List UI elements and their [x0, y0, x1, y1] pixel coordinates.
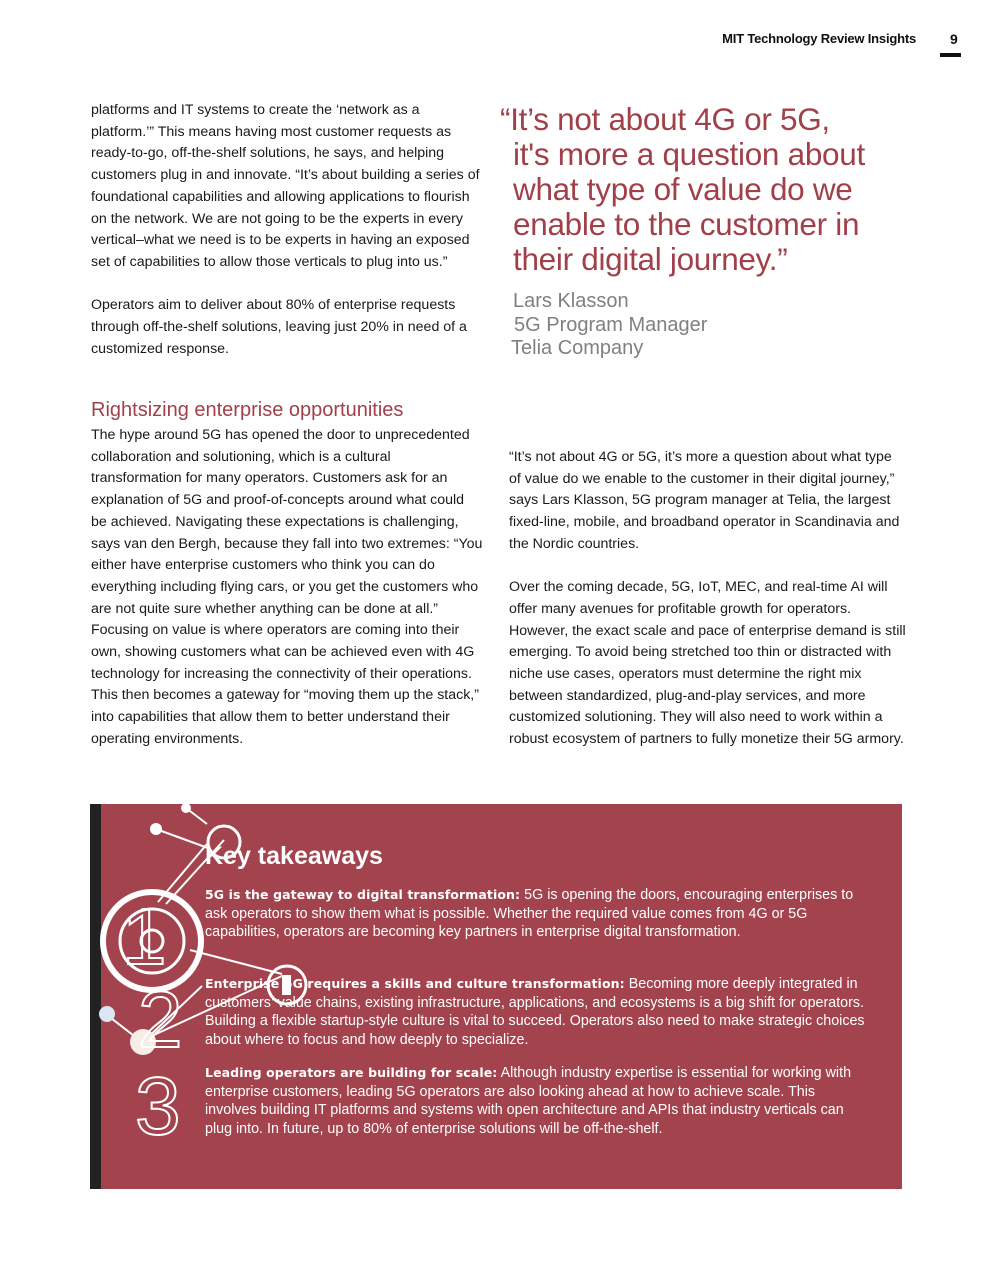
takeaway-lead: Enterprise 5G requires a skills and culture transformation: — [205, 976, 625, 991]
body-paragraph: “It’s not about 4G or 5G, it’s more a question about what type of value do we enable to the customer in their digital journey,” says Lars Klasson, 5G program manager at Telia, the largest fixed-line, mobile, and broadband operator in Scandinavia and the Nordic countries. — [509, 449, 900, 552]
section-heading: Rightsizing enterprise opportunities — [91, 399, 404, 421]
attribution-title: 5G Program Manager — [514, 313, 708, 336]
attribution-company: Telia Company — [511, 337, 644, 359]
pull-quote-line: “It’s not about 4G or 5G, — [500, 101, 830, 137]
body-paragraph: platforms and IT systems to create the ‘network as a platform.’” This means having most customer requests as ready-to-go, off-the-shelf solutions, he says, and helping customers plug in and innovate. “It’s about building a series of foundational capabilities and allowing applications to flourish on the network. We are not going to be the experts in every vertical–what we need is to be experts in having an exposed set of capabilities to allow those verticals to plug into us.” — [91, 102, 480, 270]
takeaway-number-3: 3 — [135, 1061, 181, 1152]
pull-quote-line: what type of value do we — [513, 171, 853, 207]
takeaway-item-1 — [205, 886, 865, 942]
takeaway-text: Becoming more deeply integrated in customers’ value chains, existing infrastructure, applications, and ecosystems is a big shift for operators. Building a flexible startup-style culture is vital to succeed. Operators also need to make strategic choices about where to focus and how deeply to specialize. — [205, 976, 865, 1048]
page-number: 9 — [950, 31, 958, 47]
attribution-name: Lars Klasson — [513, 290, 629, 312]
pull-quote — [500, 102, 920, 277]
node-dot — [99, 1006, 115, 1022]
pull-quote-line: their digital journey.” — [513, 241, 788, 277]
connector-line — [156, 829, 208, 848]
page-number-underline — [940, 53, 961, 57]
body-paragraph: The hype around 5G has opened the door to unprecedented collaboration and solutioning, which is a cultural transformation for many operators. Customers ask for an explanation of 5G and proof-of-concepts around what could be achieved. Navigating these expectations is challenging, says van den Bergh, because they fall into two extremes: “You either have enterprise customers who think you can do everything including flying cars, or you get the customers who are not quite sure whether anything can be done at all.” Focusing on value is where operators are coming into their own, showing customers what can be achieved even with 4G technology for increasing the connectivity of their operations. This then becomes a gateway for “moving them up the stack,” into capabilities that allow them to better understand their operating environments. — [91, 427, 483, 747]
takeaway-number-1: 1 — [122, 892, 167, 981]
takeaway-text: 5G is opening the doors, encouraging enterprises to ask operators to show them what is possible. Whether the required value comes from 4G or 5G capabilities, operators are becoming key partners in enterprise digital transformation. — [205, 887, 854, 940]
body-paragraph: Over the coming decade, 5G, IoT, MEC, and real-time AI will offer many avenues for profitable growth for operators. However, the exact scale and pace of enterprise demand is still emerging. To avoid being stretched too thin or distracted with niche use cases, operators must determine the right mix between standardized, plug-and-play services, and more customized solutioning. They will also need to work within a robust ecosystem of partners to fully monetize their 5G armory. — [509, 579, 906, 748]
left-column-bottom — [91, 425, 483, 751]
takeaway-item-3 — [205, 1064, 865, 1138]
publication-brand: MIT Technology Review Insights — [722, 31, 916, 46]
key-takeaways-panel — [90, 804, 902, 1189]
takeaway-lead: Leading operators are building for scale: — [205, 1065, 498, 1080]
left-column-top — [91, 100, 483, 360]
takeaway-number-2: 2 — [138, 975, 183, 1064]
takeaways-title: Key takeaways — [205, 842, 383, 870]
quote-attribution — [511, 290, 707, 361]
node-dot — [150, 823, 162, 835]
pull-quote-line: it's more a question about — [513, 136, 865, 172]
pull-quote-line: enable to the customer in — [513, 206, 860, 242]
connector-line — [190, 950, 282, 974]
takeaway-lead: 5G is the gateway to digital transformation: — [205, 887, 521, 902]
right-column-bottom — [509, 447, 906, 751]
takeaway-text: Although industry expertise is essential for working with enterprise customers, leading 5G operators are also looking ahead at how to achieve scale. This involves building IT platforms and systems with open architecture and APIs that industry verticals can plug into. In future, up to 80% of enterprise solutions will be off-the-shelf. — [205, 1065, 852, 1137]
takeaway-item-2 — [205, 975, 865, 1049]
body-paragraph: Operators aim to deliver about 80% of enterprise requests through off-the-shelf solutions, leaving just 20% in need of a customized response. — [91, 297, 467, 357]
